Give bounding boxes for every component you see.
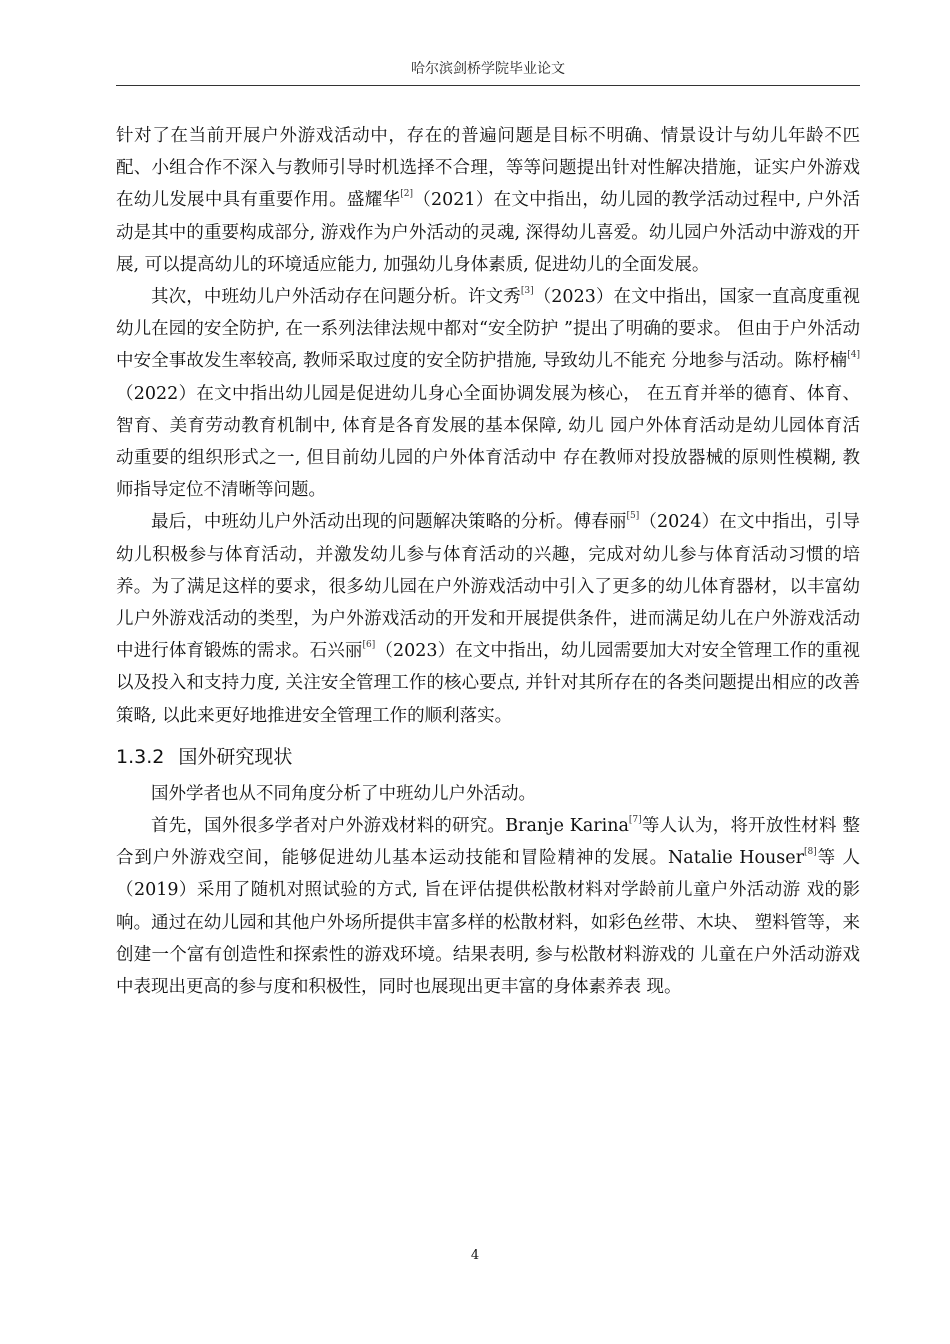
citation-7: [7] bbox=[628, 815, 642, 826]
paragraph-text: 国外学者也从不同角度分析了中班幼儿户外活动。 bbox=[151, 783, 536, 804]
paragraph-text: （2023）在文中指出，国家一直高度重视幼儿在园的安全防护, 在一系列法律法规中都对“安全防护 ”提出了明确的要求。 但由于户外活动中安全事故发生率较高, 教师采取过度的安全防护措施, 导致幼儿不能充 分地参与活动。陈杼楠 bbox=[116, 287, 860, 372]
citation-4: [4] bbox=[847, 350, 860, 361]
paragraph-text: 针对了在当前开展户外游戏活动中，存在的普遍问题是目标不明确、情景设计与幼儿年龄不匹配、小组合作不深入与教师引导时机选择不合理，等等问题提出针对性解决措施，证实户外游戏在幼儿发展中具有重要作用。盛耀华 bbox=[116, 126, 860, 211]
paragraph-text: （2023）在文中指出，幼儿园需要加大对安全管理工作的重视以及投入和支持力度, 关注安全管理工作的核心要点, 并针对其所存在的各类问题提出相应的改善策略, 以此来更好地推进安全管理工作的顺利落实。 bbox=[116, 641, 861, 726]
paragraph-5 bbox=[116, 810, 860, 1003]
citation-3: [3] bbox=[520, 286, 534, 297]
paragraph-text: 最后，中班幼儿户外活动出现的问题解决策略的分析。傅春丽 bbox=[151, 512, 627, 533]
paragraph-4 bbox=[116, 778, 860, 810]
section-heading bbox=[116, 742, 860, 772]
section-number: 1.3.2 bbox=[116, 745, 165, 768]
page-body bbox=[116, 120, 860, 1003]
citation-8: [8] bbox=[803, 847, 817, 858]
paragraph-text: （2024）在文中指出，引导幼儿积极参与体育活动，并激发幼儿参与体育活动的兴趣，完成对幼儿参与体育活动习惯的培养。为了满足这样的要求，很多幼儿园在户外游戏活动中引入了更多的幼儿体育器材，以丰富幼儿户外游戏活动的类型，为户外游戏活动的开发和开展提供条件，进而满足幼儿在户外游戏活动中进行体育锻炼的需求。石兴丽 bbox=[116, 512, 860, 662]
citation-6: [6] bbox=[362, 640, 376, 651]
citation-5: [5] bbox=[626, 511, 640, 522]
paragraph-text: 首先，国外很多学者对户外游戏材料的研究。Branje Karina bbox=[151, 816, 629, 837]
paragraph-text: 等 人（2019）采用了随机对照试验的方式, 旨在评估提供松散材料对学龄前儿童户外活动游 戏的影响。通过在幼儿园和其他户外场所提供丰富多样的松散材料，如彩色丝带、木块、 塑料管等，来创建一个富有创造性和探索性的游戏环境。结果表明, 参与松散材料游戏的 儿童在户外活动游戏中表现出更高的参与度和积极性，同时也展现出更丰富的身体素养表 现。 bbox=[116, 848, 860, 998]
section-title: 国外研究现状 bbox=[178, 745, 293, 768]
page-number: 4 bbox=[470, 1248, 480, 1263]
paragraph-3 bbox=[116, 506, 860, 731]
paragraph-text: （2021）在文中指出，幼儿园的教学活动过程中, 户外活动是其中的重要构成部分, 游戏作为户外活动的灵魂, 深得幼儿喜爱。幼儿园户外活动中游戏的开展, 可以提高幼儿的环境适应能力, 加强幼儿身体素质, 促进幼儿的全面发展。 bbox=[116, 190, 860, 275]
paragraph-text: （2022）在文中指出幼儿园是促进幼儿身心全面协调发展为核心， 在五育并举的德育、体育、智育、美育劳动教育机制中, 体育是各育发展的基本保障, 幼儿 园户外体育活动是幼儿园体育活动重要的组织形式之一, 但目前幼儿园的户外体育活动中 存在教师对投放器械的原则性模糊, 教师指导定位不清晰等问题。 bbox=[116, 383, 860, 501]
citation-2: [2] bbox=[400, 189, 413, 200]
page-header: 哈尔滨剑桥学院毕业论文 bbox=[411, 61, 565, 77]
header-rule bbox=[116, 85, 860, 86]
paragraph-1 bbox=[116, 120, 860, 281]
paragraph-text: 其次，中班幼儿户外活动存在问题分析。许文秀 bbox=[151, 287, 521, 308]
paragraph-text: 等人认为，将开放性材料 整合到户外游戏空间，能够促进幼儿基本运动技能和冒险精神的发展。Natalie Houser bbox=[116, 816, 860, 869]
paragraph-2 bbox=[116, 281, 860, 506]
